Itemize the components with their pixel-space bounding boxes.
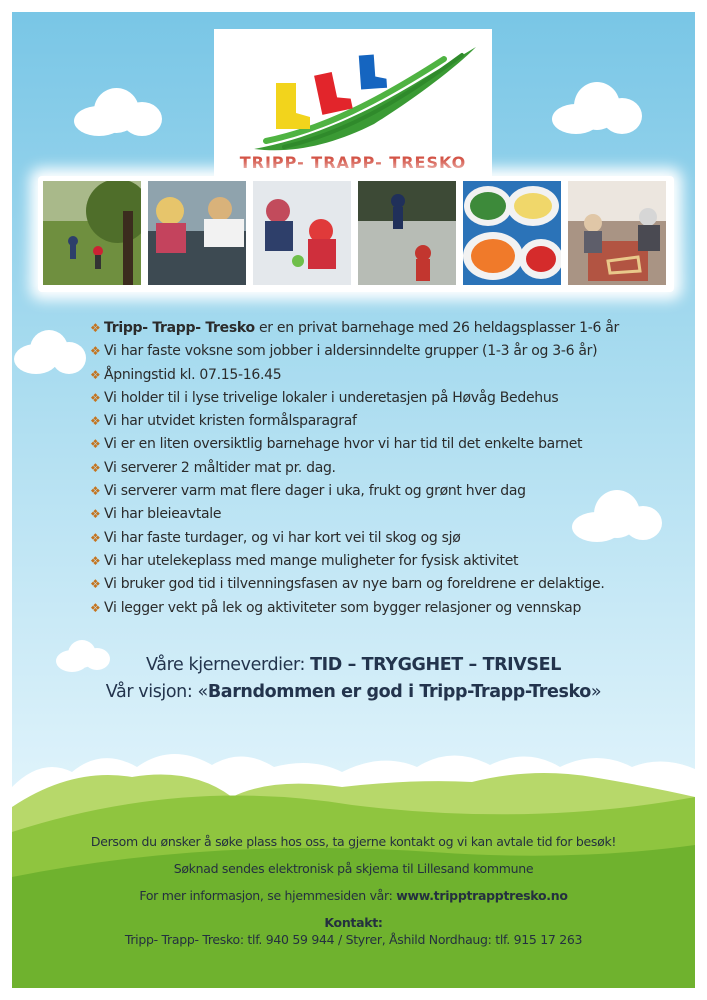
fact-text: Vi holder til i lyse trivelige lokaler i underetasjen på Høvåg Bedehus xyxy=(104,389,559,406)
fact-text: Vi har utvidet kristen formålsparagraf xyxy=(104,413,357,430)
vision-text: Barndommen er god i Tripp-Trapp-Tresko xyxy=(207,682,591,702)
application-text: Søknad sendes elektronisk på skjema til Lillesand kommune xyxy=(173,861,534,876)
fact-item xyxy=(90,410,690,433)
cloud-top-left xyxy=(74,88,164,138)
fact-text: Vi serverer varm mat flere dager i uka, frukt og grønt hver dag xyxy=(104,483,526,500)
core-values-line: Våre kjerneverdier: TID – TRYGGHET – TRIVSEL xyxy=(146,655,561,675)
fact-item xyxy=(90,457,690,480)
bullet-icon: ❖ xyxy=(90,460,101,475)
fact-text: Vi har bleieavtale xyxy=(104,506,222,523)
facts-list xyxy=(90,317,690,620)
fact-item xyxy=(90,597,690,620)
photo-vegetables xyxy=(463,181,561,285)
bullet-icon: ❖ xyxy=(90,507,101,522)
bullet-icon: ❖ xyxy=(90,390,101,405)
fact-item xyxy=(90,387,690,410)
fact-item xyxy=(90,340,690,363)
fact-text: Vi har faste turdager, og vi har kort vei til skog og sjø xyxy=(104,529,461,546)
blue-boot-icon xyxy=(359,54,387,90)
fact-item xyxy=(90,527,690,550)
fact-item xyxy=(90,550,690,573)
fact-item xyxy=(90,433,690,456)
bullet-icon: ❖ xyxy=(90,530,101,545)
core-values xyxy=(12,652,695,706)
photo-water xyxy=(148,181,246,285)
photo-orchard xyxy=(43,181,141,285)
website-link[interactable]: www.tripptrapptresko.no xyxy=(396,888,568,903)
poster xyxy=(12,12,695,988)
yellow-boot-icon xyxy=(276,83,310,129)
logo-text: TRIPP- TRAPP- TRESKO xyxy=(239,153,467,172)
core-values-text: TID – TRYGGHET – TRIVSEL xyxy=(310,655,561,675)
photo-indoor-play xyxy=(568,181,666,285)
fact-bold: Tripp- Trapp- Tresko xyxy=(104,320,255,336)
bullet-icon: ❖ xyxy=(90,553,101,568)
bullet-icon: ❖ xyxy=(90,344,101,359)
fact-text: Vi har utelekeplass med mange muligheter for fysisk aktivitet xyxy=(104,552,519,569)
fact-text: Vi legger vekt på lek og aktiviteter som bygger relasjoner og vennskap xyxy=(104,599,582,616)
cloud-mid-left xyxy=(14,330,86,375)
photo-snow xyxy=(253,181,351,285)
fact-item xyxy=(90,503,690,526)
fact-text: Åpningstid kl. 07.15-16.45 xyxy=(104,366,282,383)
fact-text: Vi har faste voksne som jobber i aldersinndelte grupper (1-3 år og 3-6 år) xyxy=(104,343,598,360)
contact-heading: Kontakt: xyxy=(324,915,383,930)
contact-section xyxy=(12,834,695,947)
bullet-icon: ❖ xyxy=(90,367,101,382)
fact-text: er en privat barnehage med 26 heldagsplasser 1-6 år xyxy=(254,320,619,336)
photo-strip xyxy=(38,176,674,292)
apply-text: Dersom du ønsker å søke plass hos oss, ta gjerne kontakt og vi kan avtale tid for besøk! xyxy=(90,834,617,849)
bullet-icon: ❖ xyxy=(90,577,101,592)
fact-text: Vi serverer 2 måltider mat pr. dag. xyxy=(104,459,336,476)
contact-line: Tripp- Trapp- Tresko: tlf. 940 59 944 / Styrer, Åshild Nordhaug: tlf. 915 17 263 xyxy=(124,932,583,947)
red-boot-icon xyxy=(314,69,353,115)
bullet-icon: ❖ xyxy=(90,484,101,499)
fact-text: Vi bruker god tid i tilvenningsfasen av nye barn og foreldrene er delaktige. xyxy=(104,576,605,593)
bullet-icon: ❖ xyxy=(90,414,101,429)
vision-line: Vår visjon: «Barndommen er god i Tripp-Trapp-Tresko» xyxy=(105,682,602,702)
fact-text: Vi er en liten oversiktlig barnehage hvor vi har tid til det enkelte barnet xyxy=(104,436,583,453)
bullet-icon: ❖ xyxy=(90,600,101,615)
logo xyxy=(214,29,492,179)
photo-forest-rock xyxy=(358,181,456,285)
fact-item xyxy=(90,364,690,387)
info-line: For mer informasjon, se hjemmesiden vår: www.tripptrapptresko.no xyxy=(139,888,568,903)
fact-item xyxy=(90,480,690,503)
fact-item xyxy=(90,317,690,340)
bullet-icon: ❖ xyxy=(90,321,101,335)
cloud-top-right xyxy=(552,82,642,137)
bullet-icon: ❖ xyxy=(90,437,101,452)
fact-item xyxy=(90,573,690,596)
